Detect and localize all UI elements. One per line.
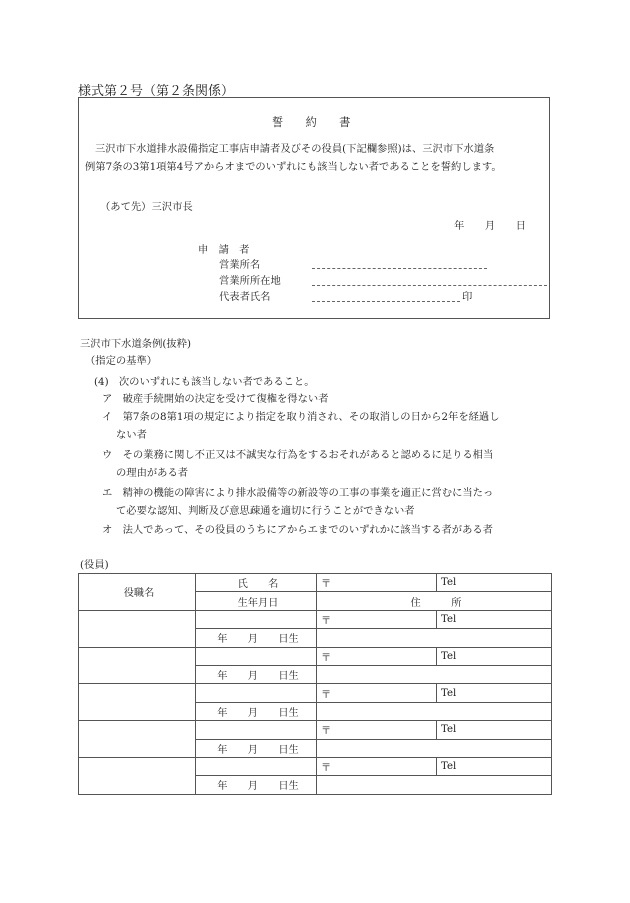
officer-postal-cell[interactable]: 〒 bbox=[317, 721, 437, 739]
field-business-address-label: 営業所所在地 bbox=[219, 275, 281, 287]
form-number: 様式第２号（第２条関係） bbox=[78, 84, 235, 99]
officer-birth-cell[interactable]: 年 月 日生 bbox=[196, 739, 317, 757]
applicant-heading: 申 請 者 bbox=[198, 244, 250, 256]
ordinance-item-e-2: て必要な認知、判断及び意思疎通を適切に行うことができない者 bbox=[116, 505, 415, 517]
field-representative-label: 代表者氏名 bbox=[219, 291, 271, 303]
officer-name-cell[interactable] bbox=[196, 721, 317, 739]
table-row bbox=[79, 721, 552, 739]
officer-address-cell[interactable] bbox=[317, 629, 552, 647]
officer-name-cell[interactable] bbox=[196, 647, 317, 665]
officer-birth-cell[interactable]: 年 月 日生 bbox=[196, 629, 317, 647]
pledge-title: 誓 約 書 bbox=[272, 116, 351, 129]
ordinance-item-e-1: エ 精神の機能の障害により排水設備等の新設等の工事の事業を適正に営むに当たっ bbox=[102, 487, 494, 499]
table-row bbox=[79, 684, 552, 702]
officer-title-cell[interactable] bbox=[79, 647, 196, 684]
table-header-row bbox=[79, 574, 552, 592]
officer-address-cell[interactable] bbox=[317, 665, 552, 683]
addressee: （あて先）三沢市長 bbox=[100, 201, 193, 213]
officer-address-cell[interactable] bbox=[317, 739, 552, 757]
officer-title-cell[interactable] bbox=[79, 721, 196, 758]
seal-mark: 印 bbox=[462, 291, 473, 303]
officer-tel-cell[interactable]: Tel bbox=[437, 721, 552, 739]
ordinance-subheading: （指定の基準） bbox=[85, 355, 158, 367]
officers-heading: (役員) bbox=[80, 559, 109, 571]
ordinance-item-a: ア 破産手続開始の決定を受けて復権を得ない者 bbox=[102, 393, 329, 405]
officer-birth-cell[interactable]: 年 月 日生 bbox=[196, 776, 317, 794]
officer-postal-cell[interactable]: 〒 bbox=[317, 610, 437, 628]
ordinance-item-i-2: ない者 bbox=[116, 429, 147, 441]
officer-postal-cell[interactable]: 〒 bbox=[317, 757, 437, 775]
officer-name-cell[interactable] bbox=[196, 757, 317, 775]
officer-tel-cell[interactable]: Tel bbox=[437, 647, 552, 665]
officer-title-cell[interactable] bbox=[79, 610, 196, 647]
table-row bbox=[79, 647, 552, 665]
officer-title-cell[interactable] bbox=[79, 757, 196, 794]
ordinance-heading: 三沢市下水道条例(抜粋) bbox=[80, 338, 192, 350]
officer-tel-cell[interactable]: Tel bbox=[437, 757, 552, 775]
officer-name-cell[interactable] bbox=[196, 684, 317, 702]
pledge-body-line1: 三沢市下水道排水設備指定工事店申請者及びその役員(下記欄参照)は、三沢市下水道条 bbox=[95, 143, 495, 155]
officer-birth-cell[interactable]: 年 月 日生 bbox=[196, 665, 317, 683]
ordinance-item-u-1: ウ その業務に関し不正又は不誠実な行為をするおそれがあると認めるに足りる相当 bbox=[102, 449, 494, 461]
officers-table bbox=[78, 573, 552, 795]
officer-postal-cell[interactable]: 〒 bbox=[317, 684, 437, 702]
header-tel: Tel bbox=[437, 574, 552, 592]
header-address: 住 所 bbox=[317, 592, 552, 610]
officer-postal-cell[interactable]: 〒 bbox=[317, 647, 437, 665]
officer-tel-cell[interactable]: Tel bbox=[437, 610, 552, 628]
officer-address-cell[interactable] bbox=[317, 776, 552, 794]
officer-name-cell[interactable] bbox=[196, 610, 317, 628]
representative-line[interactable] bbox=[312, 301, 460, 302]
pledge-date: 年 月 日 bbox=[454, 220, 527, 232]
header-title: 役職名 bbox=[79, 574, 196, 611]
table-row bbox=[79, 757, 552, 775]
ordinance-item-u-2: の理由がある者 bbox=[116, 467, 189, 479]
header-birth: 生年月日 bbox=[196, 592, 317, 610]
officer-title-cell[interactable] bbox=[79, 684, 196, 721]
pledge-body-line2: 例第7条の3第1項第4号アからオまでのいずれにも該当しない者であることを誓約します。 bbox=[85, 161, 502, 173]
field-business-name-label: 営業所名 bbox=[219, 259, 261, 271]
ordinance-item4: (4) 次のいずれにも該当しない者であること。 bbox=[94, 376, 315, 388]
header-postal: 〒 bbox=[317, 574, 437, 592]
table-row bbox=[79, 610, 552, 628]
business-name-line[interactable] bbox=[312, 268, 487, 269]
header-name: 氏 名 bbox=[196, 574, 317, 592]
officer-address-cell[interactable] bbox=[317, 702, 552, 720]
officer-tel-cell[interactable]: Tel bbox=[437, 684, 552, 702]
business-address-line[interactable] bbox=[312, 285, 547, 286]
officer-birth-cell[interactable]: 年 月 日生 bbox=[196, 702, 317, 720]
ordinance-item-o: オ 法人であって、その役員のうちにアからエまでのいずれかに該当する者がある者 bbox=[102, 524, 493, 536]
ordinance-item-i-1: イ 第7条の8第1項の規定により指定を取り消され、その取消しの日から2年を経過し bbox=[102, 411, 500, 423]
